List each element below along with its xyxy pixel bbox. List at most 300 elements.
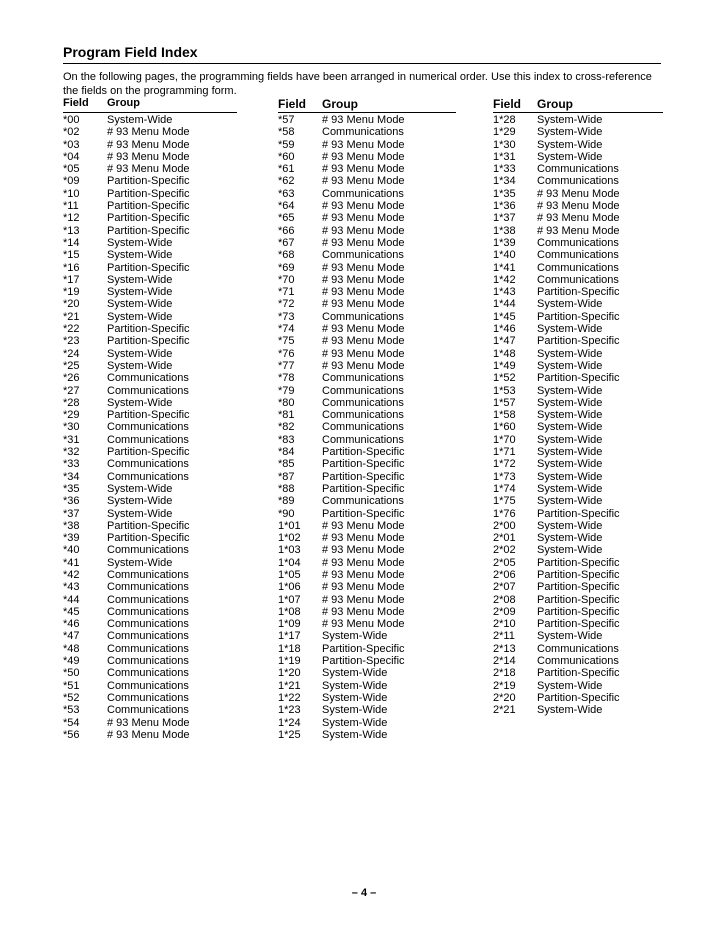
group-cell: Partition-Specific: [537, 335, 620, 348]
field-cell: *54: [63, 716, 80, 729]
table-row: [278, 680, 456, 692]
group-cell: # 93 Menu Mode: [322, 618, 405, 631]
group-cell: # 93 Menu Mode: [322, 212, 405, 225]
field-cell: 1*57: [493, 396, 516, 409]
field-cell: *20: [63, 298, 80, 311]
field-cell: *56: [63, 728, 80, 741]
field-cell: *59: [278, 138, 295, 151]
group-cell: System-Wide: [537, 482, 603, 495]
table-row: [493, 594, 663, 606]
table-row: [63, 717, 237, 729]
field-cell: *40: [63, 544, 80, 557]
table-row: [63, 729, 237, 741]
group-cell: System-Wide: [537, 446, 603, 459]
table-row: [278, 508, 456, 520]
group-cell: Communications: [107, 470, 189, 483]
group-cell: Communications: [322, 372, 404, 385]
title-rule: [63, 63, 661, 64]
field-cell: 2*21: [493, 704, 516, 717]
group-cell: # 93 Menu Mode: [107, 150, 190, 163]
field-cell: *44: [63, 593, 80, 606]
group-cell: Partition-Specific: [107, 224, 190, 237]
field-cell: *67: [278, 236, 295, 249]
group-cell: Communications: [322, 187, 404, 200]
field-cell: *38: [63, 519, 80, 532]
field-cell: 2*01: [493, 532, 516, 545]
table-row: [63, 508, 237, 520]
group-cell: Partition-Specific: [107, 519, 190, 532]
group-cell: Partition-Specific: [537, 667, 620, 680]
row-list: [493, 114, 663, 717]
table-row: [63, 114, 237, 126]
field-cell: 1*31: [493, 150, 516, 163]
column-header: [493, 97, 663, 112]
field-cell: *74: [278, 323, 295, 336]
group-cell: Partition-Specific: [322, 482, 405, 495]
group-cell: Communications: [107, 618, 189, 631]
group-cell: System-Wide: [322, 728, 388, 741]
table-row: [493, 544, 663, 556]
field-cell: 1*24: [278, 716, 301, 729]
table-row: [493, 385, 663, 397]
table-row: [63, 262, 237, 274]
field-cell: *27: [63, 384, 80, 397]
field-cell: *03: [63, 138, 80, 151]
field-cell: 1*05: [278, 568, 301, 581]
group-cell: Communications: [107, 568, 189, 581]
group-cell: System-Wide: [537, 495, 603, 508]
table-row: [278, 544, 456, 556]
field-cell: 1*38: [493, 224, 516, 237]
field-cell: *23: [63, 335, 80, 348]
field-cell: 2*19: [493, 679, 516, 692]
table-row: [278, 630, 456, 642]
group-cell: Partition-Specific: [107, 175, 190, 188]
group-cell: Communications: [107, 384, 189, 397]
field-cell: *37: [63, 507, 80, 520]
group-cell: # 93 Menu Mode: [322, 556, 405, 569]
field-cell: 1*03: [278, 544, 301, 557]
field-cell: 2*08: [493, 593, 516, 606]
group-cell: System-Wide: [322, 704, 388, 717]
table-row: [278, 606, 456, 618]
header-rule: [63, 112, 237, 113]
group-cell: Partition-Specific: [537, 618, 620, 631]
group-cell: Communications: [322, 396, 404, 409]
field-cell: *79: [278, 384, 295, 397]
field-cell: *69: [278, 261, 295, 274]
group-cell: Communications: [107, 458, 189, 471]
group-cell: Communications: [107, 421, 189, 434]
field-cell: *09: [63, 175, 80, 188]
group-cell: System-Wide: [322, 667, 388, 680]
group-cell: Communications: [107, 667, 189, 680]
group-cell: System-Wide: [537, 421, 603, 434]
group-cell: # 93 Menu Mode: [322, 298, 405, 311]
group-cell: System-Wide: [537, 519, 603, 532]
group-cell: # 93 Menu Mode: [322, 359, 405, 372]
field-cell: *46: [63, 618, 80, 631]
table-row: [63, 188, 237, 200]
table-row: [493, 212, 663, 224]
group-cell: Partition-Specific: [322, 446, 405, 459]
group-cell: Partition-Specific: [537, 310, 620, 323]
group-cell: # 93 Menu Mode: [322, 175, 405, 188]
field-cell: 1*40: [493, 249, 516, 262]
table-row: [278, 286, 456, 298]
table-row: [63, 348, 237, 360]
field-cell: 1*06: [278, 581, 301, 594]
group-cell: System-Wide: [537, 458, 603, 471]
table-row: [493, 335, 663, 347]
group-cell: # 93 Menu Mode: [322, 593, 405, 606]
field-cell: *11: [63, 200, 79, 213]
field-cell: 2*13: [493, 642, 516, 655]
table-row: [63, 385, 237, 397]
field-cell: *02: [63, 126, 80, 139]
group-cell: Partition-Specific: [537, 605, 620, 618]
group-cell: Partition-Specific: [107, 409, 190, 422]
row-list: [278, 114, 456, 741]
field-cell: 1*08: [278, 605, 301, 618]
group-cell: System-Wide: [107, 236, 173, 249]
table-row: [493, 495, 663, 507]
table-row: [493, 655, 663, 667]
table-row: [63, 249, 237, 261]
field-cell: 1*28: [493, 114, 516, 126]
column-header: [63, 97, 237, 112]
table-row: [278, 618, 456, 630]
field-cell: 1*25: [278, 728, 301, 741]
group-cell: System-Wide: [537, 544, 603, 557]
group-cell: System-Wide: [537, 138, 603, 151]
group-cell: # 93 Menu Mode: [322, 323, 405, 336]
table-row: [63, 643, 237, 655]
group-cell: # 93 Menu Mode: [322, 261, 405, 274]
table-row: [278, 237, 456, 249]
table-row: [63, 520, 237, 532]
group-cell: Communications: [537, 175, 619, 188]
table-row: [278, 175, 456, 187]
field-cell: 1*20: [278, 667, 301, 680]
field-cell: 1*43: [493, 286, 516, 299]
field-cell: 1*09: [278, 618, 301, 631]
group-cell: # 93 Menu Mode: [537, 224, 620, 237]
group-cell: System-Wide: [537, 433, 603, 446]
field-cell: 1*34: [493, 175, 516, 188]
group-header: Group: [107, 97, 140, 109]
field-cell: 1*72: [493, 458, 516, 471]
group-cell: Communications: [322, 495, 404, 508]
group-cell: Communications: [537, 261, 619, 274]
group-cell: # 93 Menu Mode: [322, 532, 405, 545]
table-row: [278, 471, 456, 483]
table-row: [278, 188, 456, 200]
group-cell: # 93 Menu Mode: [322, 200, 405, 213]
group-cell: Partition-Specific: [537, 556, 620, 569]
group-cell: Partition-Specific: [537, 372, 620, 385]
group-cell: System-Wide: [322, 679, 388, 692]
field-cell: *43: [63, 581, 80, 594]
table-row: [493, 114, 663, 126]
group-cell: Communications: [322, 310, 404, 323]
group-cell: Partition-Specific: [322, 458, 405, 471]
field-cell: 1*33: [493, 163, 516, 176]
table-row: [63, 286, 237, 298]
group-cell: # 93 Menu Mode: [322, 519, 405, 532]
group-cell: Communications: [537, 236, 619, 249]
field-cell: *36: [63, 495, 80, 508]
table-row: [493, 237, 663, 249]
group-cell: Communications: [537, 655, 619, 668]
group-cell: Communications: [537, 642, 619, 655]
table-row: [63, 495, 237, 507]
table-row: [278, 446, 456, 458]
table-row: [278, 397, 456, 409]
group-cell: System-Wide: [537, 409, 603, 422]
field-cell: 1*21: [278, 679, 301, 692]
column-header: [278, 97, 456, 112]
group-cell: System-Wide: [107, 556, 173, 569]
field-cell: 2*20: [493, 691, 516, 704]
field-cell: *73: [278, 310, 295, 323]
group-cell: System-Wide: [107, 482, 173, 495]
field-cell: 1*36: [493, 200, 516, 213]
table-row: [63, 225, 237, 237]
field-cell: 2*07: [493, 581, 516, 594]
table-row: [493, 225, 663, 237]
group-cell: # 93 Menu Mode: [322, 335, 405, 348]
table-row: [278, 311, 456, 323]
table-row: [493, 139, 663, 151]
group-cell: Communications: [322, 249, 404, 262]
field-cell: *48: [63, 642, 80, 655]
table-row: [493, 249, 663, 261]
group-cell: # 93 Menu Mode: [322, 347, 405, 360]
group-cell: System-Wide: [537, 704, 603, 717]
group-cell: Communications: [107, 655, 189, 668]
group-cell: # 93 Menu Mode: [107, 138, 190, 151]
field-cell: 2*11: [493, 630, 515, 643]
field-cell: *04: [63, 150, 80, 163]
group-cell: # 93 Menu Mode: [322, 163, 405, 176]
group-cell: Partition-Specific: [107, 261, 190, 274]
field-cell: 2*14: [493, 655, 516, 668]
table-row: [63, 704, 237, 716]
group-cell: System-Wide: [537, 347, 603, 360]
field-cell: *68: [278, 249, 295, 262]
field-cell: 1*53: [493, 384, 516, 397]
field-cell: 1*18: [278, 642, 301, 655]
table-row: [493, 667, 663, 679]
table-row: [278, 385, 456, 397]
field-cell: 1*70: [493, 433, 516, 446]
table-row: [278, 163, 456, 175]
table-row: [278, 212, 456, 224]
field-cell: 1*04: [278, 556, 301, 569]
field-cell: 1*07: [278, 593, 301, 606]
field-cell: 1*42: [493, 273, 516, 286]
field-cell: *81: [278, 409, 295, 422]
group-cell: Partition-Specific: [322, 642, 405, 655]
table-row: [278, 126, 456, 138]
table-row: [63, 471, 237, 483]
field-cell: *42: [63, 568, 80, 581]
table-row: [63, 323, 237, 335]
group-cell: Partition-Specific: [107, 212, 190, 225]
group-cell: Partition-Specific: [322, 655, 405, 668]
group-cell: # 93 Menu Mode: [107, 728, 190, 741]
field-cell: *62: [278, 175, 295, 188]
field-cell: *15: [63, 249, 80, 262]
table-row: [278, 557, 456, 569]
table-row: [493, 606, 663, 618]
field-header: Field: [278, 97, 307, 111]
group-cell: System-Wide: [537, 630, 603, 643]
table-row: [493, 630, 663, 642]
index-column-3: [493, 97, 663, 717]
table-row: [278, 335, 456, 347]
group-cell: Partition-Specific: [107, 446, 190, 459]
row-list: [63, 114, 237, 741]
group-cell: # 93 Menu Mode: [537, 200, 620, 213]
group-cell: # 93 Menu Mode: [537, 212, 620, 225]
field-cell: *71: [278, 286, 295, 299]
field-cell: *85: [278, 458, 295, 471]
field-cell: *00: [63, 114, 80, 126]
field-cell: 1*46: [493, 323, 516, 336]
table-row: [493, 643, 663, 655]
group-cell: System-Wide: [107, 249, 173, 262]
group-cell: # 93 Menu Mode: [322, 114, 405, 126]
field-cell: 1*41: [493, 261, 516, 274]
table-row: [278, 249, 456, 261]
field-cell: *70: [278, 273, 295, 286]
group-cell: Communications: [322, 433, 404, 446]
field-cell: *17: [63, 273, 80, 286]
table-row: [493, 323, 663, 335]
field-cell: 1*52: [493, 372, 516, 385]
field-cell: *60: [278, 150, 295, 163]
field-cell: *24: [63, 347, 80, 360]
field-cell: *30: [63, 421, 80, 434]
field-cell: *66: [278, 224, 295, 237]
group-cell: System-Wide: [322, 716, 388, 729]
table-row: [278, 729, 456, 741]
table-row: [493, 704, 663, 716]
field-cell: *45: [63, 605, 80, 618]
field-cell: *88: [278, 482, 295, 495]
table-row: [63, 434, 237, 446]
table-row: [278, 348, 456, 360]
table-row: [63, 421, 237, 433]
field-cell: *64: [278, 200, 295, 213]
group-cell: System-Wide: [107, 359, 173, 372]
table-row: [493, 262, 663, 274]
table-row: [63, 680, 237, 692]
table-row: [493, 163, 663, 175]
table-row: [63, 618, 237, 630]
table-row: [278, 569, 456, 581]
group-cell: # 93 Menu Mode: [107, 716, 190, 729]
field-cell: *29: [63, 409, 80, 422]
table-row: [493, 532, 663, 544]
table-row: [493, 434, 663, 446]
field-cell: *22: [63, 323, 80, 336]
group-cell: # 93 Menu Mode: [322, 581, 405, 594]
field-cell: *83: [278, 433, 295, 446]
group-cell: System-Wide: [537, 359, 603, 372]
table-row: [63, 532, 237, 544]
table-row: [63, 237, 237, 249]
group-cell: System-Wide: [537, 298, 603, 311]
field-cell: *82: [278, 421, 295, 434]
table-row: [278, 262, 456, 274]
table-row: [493, 126, 663, 138]
table-row: [278, 151, 456, 163]
table-row: [493, 520, 663, 532]
field-cell: *05: [63, 163, 80, 176]
field-cell: *31: [63, 433, 80, 446]
group-header: Group: [322, 97, 358, 111]
table-row: [63, 311, 237, 323]
table-row: [63, 139, 237, 151]
field-cell: *58: [278, 126, 295, 139]
field-cell: *16: [63, 261, 80, 274]
group-cell: Communications: [107, 691, 189, 704]
field-cell: 1*30: [493, 138, 516, 151]
table-row: [63, 606, 237, 618]
table-row: [63, 360, 237, 372]
table-row: [63, 212, 237, 224]
group-cell: Partition-Specific: [537, 507, 620, 520]
group-cell: Communications: [537, 249, 619, 262]
group-cell: System-Wide: [107, 114, 173, 126]
group-cell: System-Wide: [107, 273, 173, 286]
table-row: [278, 274, 456, 286]
table-row: [493, 348, 663, 360]
table-row: [63, 126, 237, 138]
group-cell: # 93 Menu Mode: [322, 544, 405, 557]
table-row: [493, 274, 663, 286]
table-row: [493, 188, 663, 200]
field-cell: 1*44: [493, 298, 516, 311]
field-cell: 2*18: [493, 667, 516, 680]
field-cell: 1*35: [493, 187, 516, 200]
group-cell: Partition-Specific: [107, 200, 190, 213]
field-cell: 2*02: [493, 544, 516, 557]
table-row: [278, 139, 456, 151]
group-cell: # 93 Menu Mode: [322, 568, 405, 581]
group-cell: # 93 Menu Mode: [537, 187, 620, 200]
table-row: [493, 286, 663, 298]
group-cell: Communications: [537, 273, 619, 286]
group-cell: System-Wide: [107, 396, 173, 409]
table-row: [278, 581, 456, 593]
group-cell: Partition-Specific: [537, 691, 620, 704]
group-cell: Communications: [107, 679, 189, 692]
field-cell: *90: [278, 507, 295, 520]
table-row: [278, 667, 456, 679]
table-row: [278, 655, 456, 667]
field-cell: 1*74: [493, 482, 516, 495]
field-cell: 1*49: [493, 359, 516, 372]
field-cell: *50: [63, 667, 80, 680]
group-cell: System-Wide: [537, 532, 603, 545]
table-row: [493, 175, 663, 187]
table-row: [63, 446, 237, 458]
table-row: [278, 200, 456, 212]
